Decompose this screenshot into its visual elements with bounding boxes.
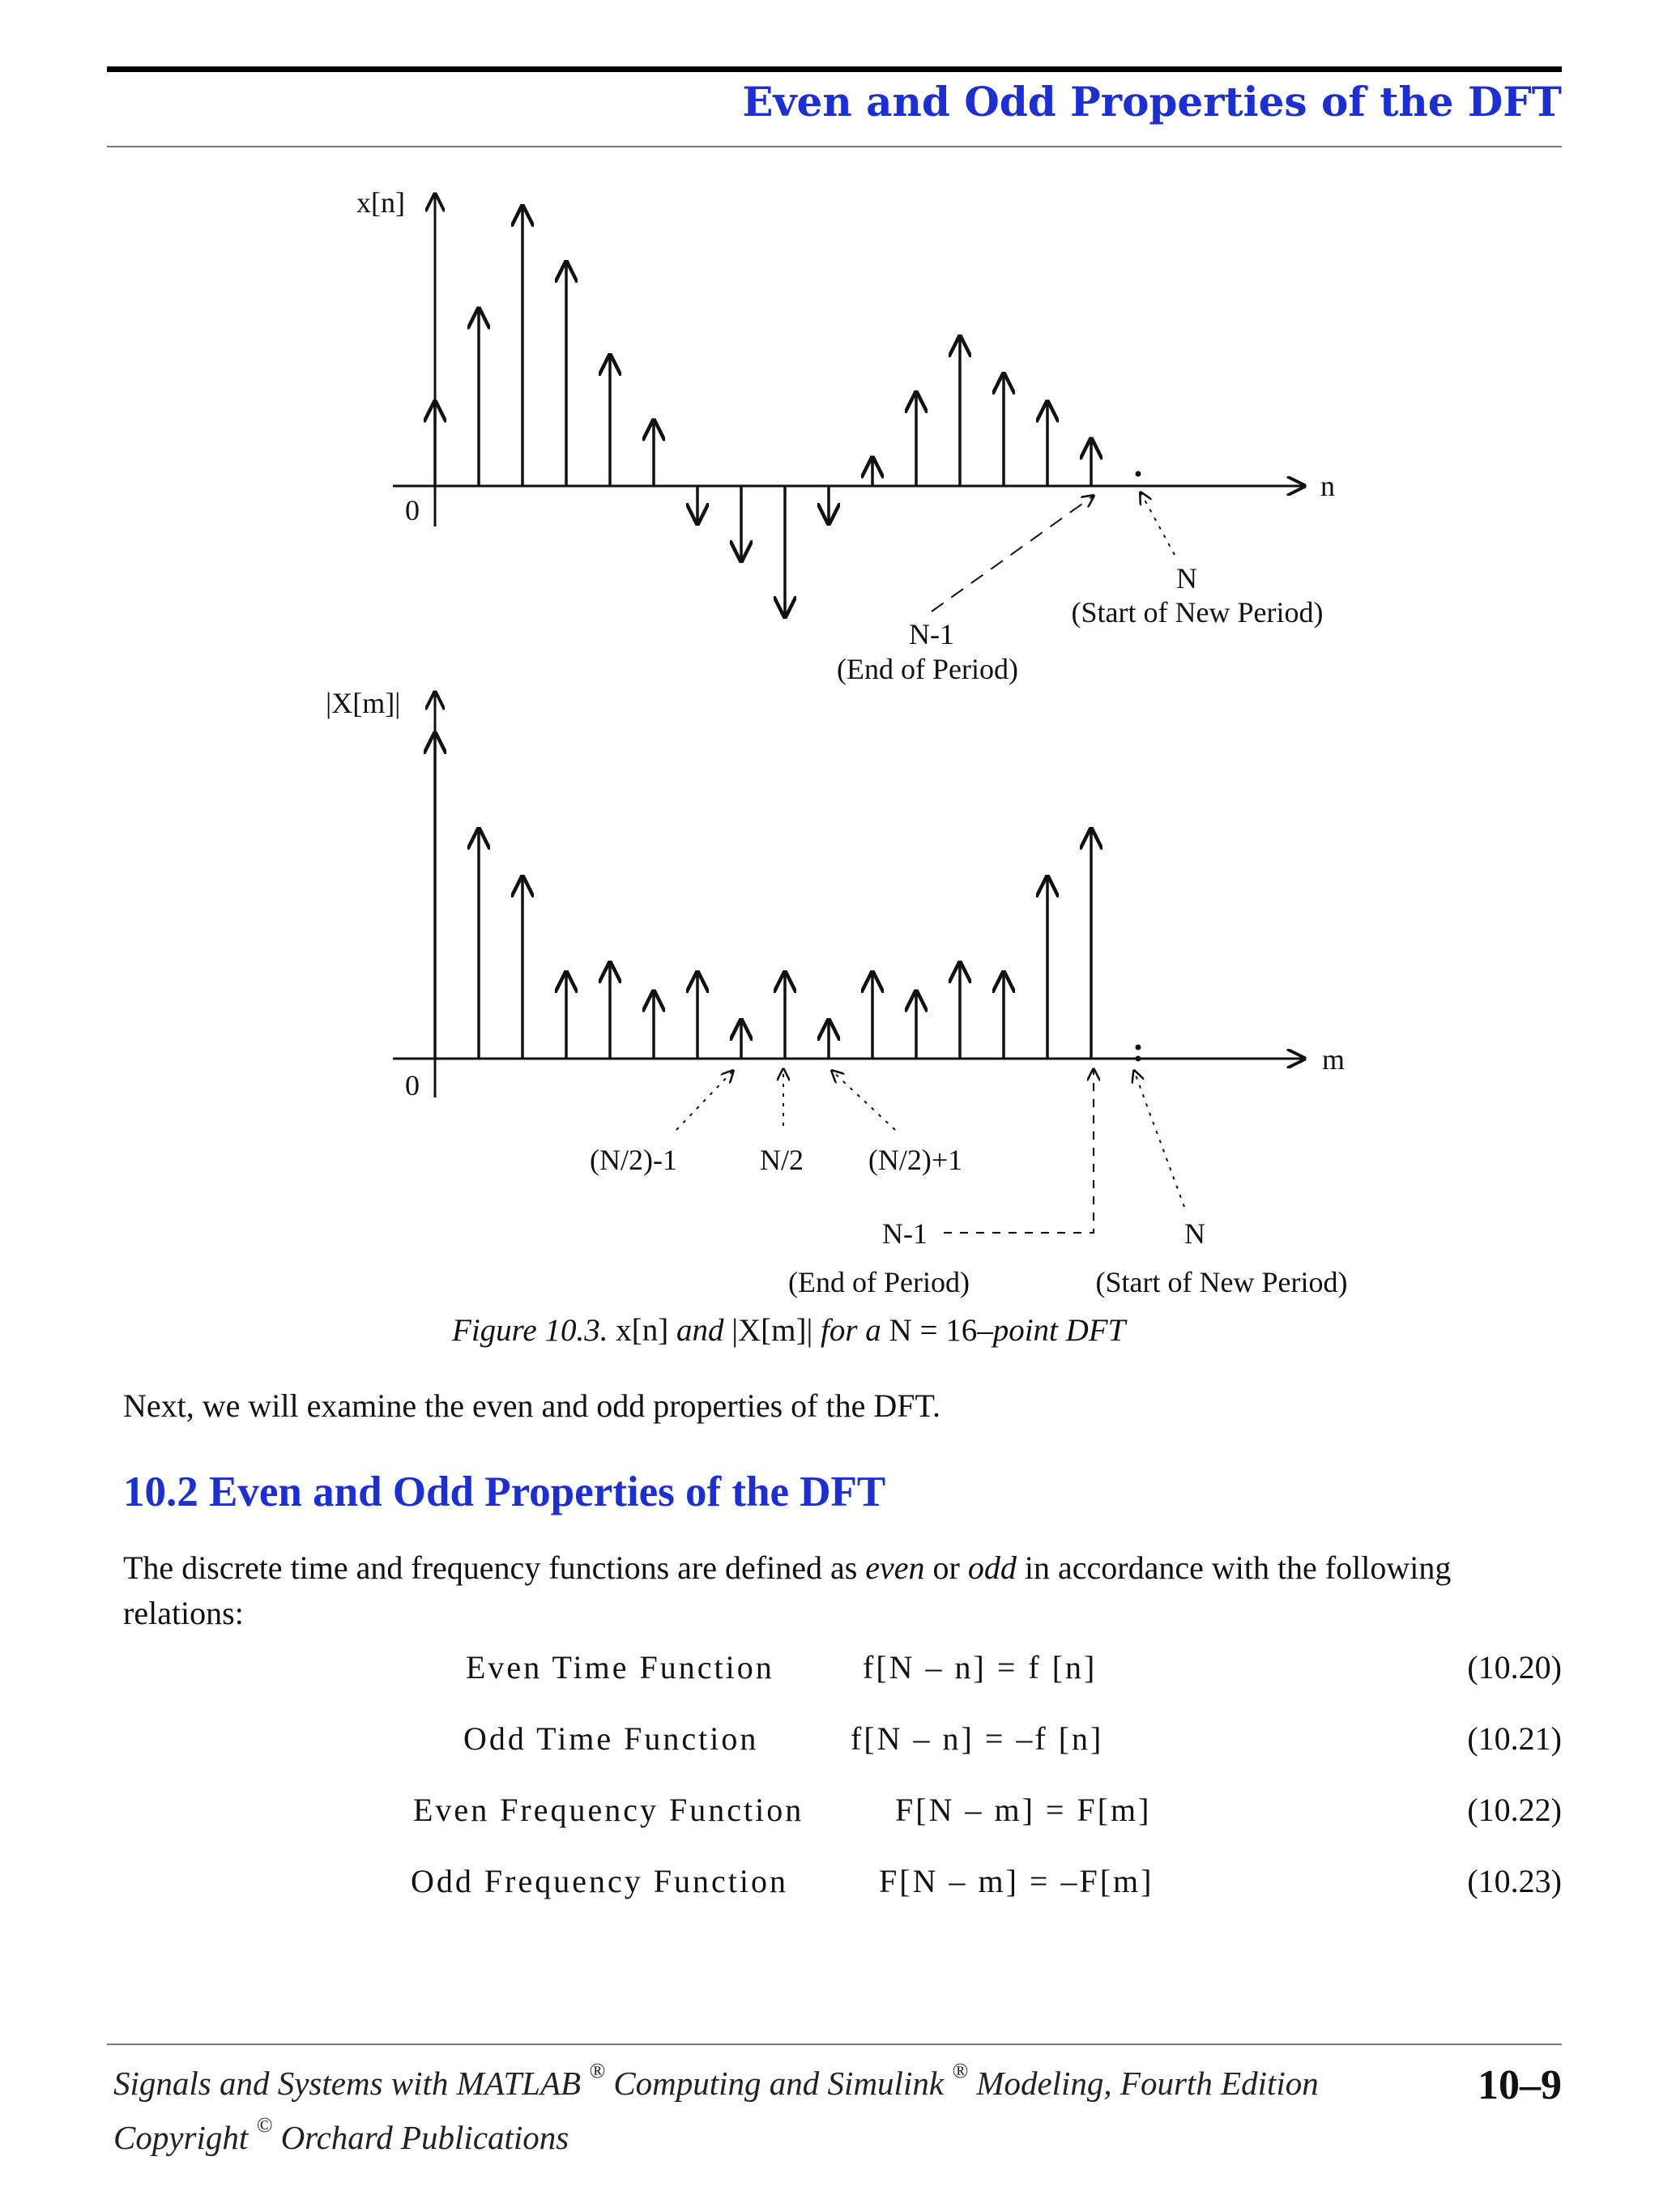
pointer-n2-plus-1 — [832, 1071, 895, 1130]
or-word: or — [924, 1549, 968, 1586]
eq-number-10-22: (10.22) — [1467, 1792, 1562, 1828]
intro-paragraph: Next, we will examine the even and odd properties of the DFT. — [123, 1387, 940, 1424]
eq-name-odd-time: Odd Time Function — [463, 1720, 759, 1757]
footer-book-title — [113, 2059, 1319, 2103]
caption-prefix: Figure 10.3. — [452, 1313, 608, 1348]
para-end: in accordance with the following relations: — [123, 1549, 1452, 1631]
mark-n2-plus-1: (N/2)+1 — [868, 1144, 963, 1176]
eq-number-10-21: (10.21) — [1467, 1720, 1562, 1757]
bottom-start-pointer — [1134, 1071, 1184, 1207]
caption-xn: x[n] — [616, 1313, 669, 1348]
top-end-label-1: N-1 — [909, 618, 954, 650]
copyright-symbol: © — [256, 2113, 273, 2137]
bottom-end-label-1: N-1 — [882, 1217, 928, 1250]
caption-xm: |X[m]| — [731, 1313, 813, 1348]
caption-for-a: for a — [821, 1313, 881, 1348]
eq-name-even-frequency: Even Frequency Function — [413, 1792, 804, 1828]
running-title: Even and Odd Properties of the DFT — [742, 78, 1562, 126]
top-stems — [435, 207, 1091, 616]
top-start-label-2: (Start of New Period) — [1071, 596, 1324, 629]
top-start-pointer — [1141, 492, 1175, 555]
copyright-word: Copyright — [113, 2119, 249, 2156]
footer-reg-1: ® — [589, 2059, 606, 2082]
eq-name-even-time: Even Time Function — [466, 1649, 774, 1686]
bottom-stems — [435, 734, 1091, 1059]
definition-paragraph — [123, 1545, 1562, 1636]
top-period-dot — [1136, 471, 1141, 477]
pointer-n2-minus-1 — [676, 1071, 733, 1130]
eq-expr-odd-frequency: F[N – m] = –F[m] — [879, 1863, 1154, 1899]
eq-expr-even-time: f[N – n] = f [n] — [863, 1649, 1098, 1686]
para-start: The discrete time and frequency functions are defined as — [123, 1549, 866, 1586]
bottom-period-dot-2 — [1136, 1056, 1141, 1062]
bottom-start-label-1: N — [1184, 1217, 1205, 1250]
copyright-holder: Orchard Publications — [272, 2119, 569, 2156]
top-xlabel: n — [1320, 470, 1335, 502]
bottom-start-label-2: (Start of New Period) — [1095, 1266, 1348, 1298]
mark-n2: N/2 — [760, 1144, 804, 1176]
footer-reg-2: ® — [952, 2059, 969, 2082]
bottom-period-dot-1 — [1136, 1045, 1141, 1051]
footer-rule — [107, 2044, 1562, 2045]
eq-expr-even-frequency: F[N – m] = F[m] — [895, 1792, 1152, 1828]
section-heading — [123, 1468, 885, 1516]
mark-n2-minus-1: (N/2)-1 — [590, 1144, 677, 1176]
bottom-origin: 0 — [405, 1069, 420, 1102]
odd-word: odd — [967, 1549, 1017, 1586]
page-number: 10–9 — [1478, 2062, 1562, 2108]
eq-expr-odd-time: f[N – n] = –f [n] — [851, 1720, 1104, 1757]
footer-title-part-3: Modeling, Fourth Edition — [968, 2065, 1319, 2102]
caption-n-equals: N = 16 — [889, 1313, 978, 1348]
bottom-xlabel: m — [1322, 1043, 1346, 1076]
eq-number-10-23: (10.23) — [1467, 1863, 1562, 1899]
top-end-pointer — [932, 496, 1094, 612]
bottom-ylabel: |X[m]| — [326, 687, 401, 719]
footer-title-part-2: Computing and Simulink — [605, 2065, 945, 2102]
top-start-label-1: N — [1176, 562, 1197, 595]
section-number: 10.2 — [123, 1468, 198, 1515]
top-origin: 0 — [405, 494, 420, 526]
eq-number-10-20: (10.20) — [1467, 1649, 1562, 1686]
caption-suffix: –point DFT — [977, 1313, 1126, 1348]
eq-name-odd-frequency: Odd Frequency Function — [411, 1863, 788, 1899]
top-end-label-2: (End of Period) — [837, 653, 1018, 685]
bottom-plot — [326, 687, 1347, 1298]
footer-title-part-1: Signals and Systems with MATLAB — [113, 2065, 582, 2102]
bottom-end-pointer — [944, 1069, 1094, 1233]
section-title: Even and Odd Properties of the DFT — [209, 1468, 886, 1515]
bottom-end-label-2: (End of Period) — [788, 1266, 970, 1298]
top-plot — [356, 186, 1335, 685]
top-ylabel: x[n] — [356, 186, 405, 219]
figure-caption — [452, 1312, 1125, 1349]
even-word: even — [865, 1549, 925, 1586]
footer-copyright — [113, 2113, 569, 2157]
caption-and: and — [676, 1313, 724, 1348]
